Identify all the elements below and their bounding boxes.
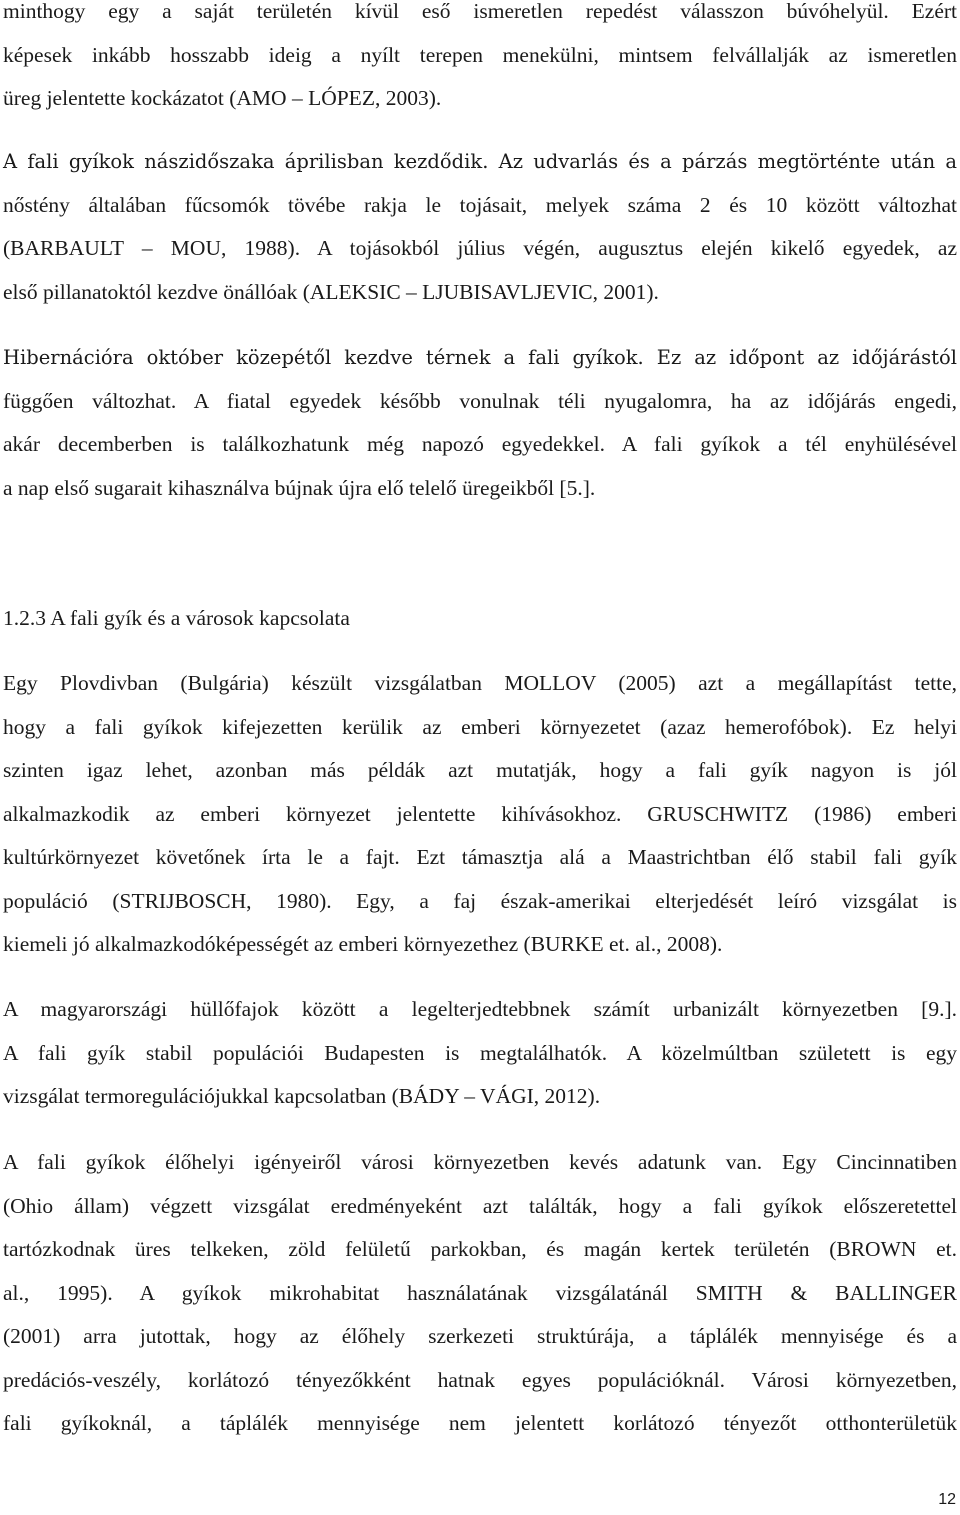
- paragraph-line: A fali gyíkok élőhelyi igényeiről városi környezetben kevés adatunk van. Egy Cincinnatiben: [3, 1150, 957, 1174]
- paragraph-line: Hibernációra október közepétől kezdve térnek a fali gyíkok. Ez az időpont az időjárástól: [3, 346, 957, 369]
- paragraph-line: Egy Plovdivban (Bulgária) készült vizsgálatban MOLLOV (2005) azt a megállapítást tette,: [3, 671, 957, 695]
- paragraph-line: alkalmazkodik az emberi környezet jelentette kihívásokhoz. GRUSCHWITZ (1986) emberi: [3, 801, 957, 826]
- paragraph-line: nőstény általában fűcsomók tövébe rakja le tojásait, melyek száma 2 és 10 között változhat: [3, 192, 957, 217]
- paragraph-2: [3, 140, 957, 314]
- paragraph-line: képesek inkább hosszabb ideig a nyílt terepen menekülni, mintsem felvállalják az ismeretlen: [3, 42, 957, 67]
- paragraph-line: A fali gyík stabil populációi Budapesten is megtalálhatók. A közelmúltban született is egy: [3, 1040, 957, 1065]
- paragraph-line: predációs-veszély, korlátozó tényezőkként hatnak egyes populációknál. Városi környezetben,: [3, 1367, 957, 1392]
- paragraph-line: fali gyíkoknál, a táplálék mennyisége nem jelentett korlátozó tényezőt otthonterületük: [3, 1411, 957, 1435]
- paragraph-line: A fali gyíkok nászidőszaka áprilisban kezdődik. Az udvarlás és a párzás megtörténte után a: [3, 150, 957, 173]
- paragraph-4: [3, 662, 957, 967]
- paragraph-line: kiemeli jó alkalmazkodóképességét az emberi környezethez (BURKE et. al., 2008).: [3, 932, 723, 956]
- paragraph-line: al., 1995). A gyíkok mikrohabitat használatának vizsgálatánál SMITH & BALLINGER: [3, 1280, 957, 1305]
- paragraph-line: A magyarországi hüllőfajok között a legelterjedtebbnek számít urbanizált környezetben [9.].: [3, 997, 957, 1021]
- paragraph-line: (Ohio állam) végzett vizsgálat eredményeként azt találták, hogy a fali gyíkok előszeretettel: [3, 1193, 957, 1218]
- paragraph-line: (BARBAULT – MOU, 1988). A tojásokból július végén, augusztus elején kikelő egyedek, az: [3, 236, 957, 260]
- paragraph-line: a nap első sugarait kihasználva bújnak újra elő telelő üregeikből [5.].: [3, 475, 596, 500]
- paragraph-line: tartózkodnak üres telkeken, zöld felületű parkokban, és magán kertek területén (BROWN et.: [3, 1237, 957, 1261]
- paragraph-5: [3, 988, 957, 1119]
- paragraph-line: minthogy egy a saját területén kívül eső ismeretlen repedést válasszon búvóhelyül. Ezért: [3, 0, 957, 23]
- paragraph-line: (2001) arra jutottak, hogy az élőhely szerkezeti struktúrája, a táplálék mennyisége és a: [3, 1324, 957, 1348]
- section-heading: 1.2.3 A fali gyík és a városok kapcsolata: [3, 606, 350, 630]
- paragraph-line: függően változhat. A fiatal egyedek később vonulnak téli nyugalomra, ha az időjárás engedi,: [3, 388, 957, 413]
- paragraph-6: [3, 1141, 957, 1446]
- paragraph-line: szinten igaz lehet, azonban más példák azt mutatják, hogy a fali gyík nagyon is jól: [3, 758, 957, 782]
- paragraph-line: kultúrkörnyezet követőnek írta le a fajt. Ezt támasztja alá a Maastrichtban élő stabil fali gyík: [3, 845, 957, 869]
- paragraph-line: hogy a fali gyíkok kifejezetten kerülik az emberi környezetet (azaz hemerofóbok). Ez helyi: [3, 714, 957, 739]
- paragraph-line: populáció (STRIJBOSCH, 1980). Egy, a faj észak-amerikai elterjedését leíró vizsgálat is: [3, 888, 957, 913]
- paragraph-line: akár decemberben is találkozhatunk még napozó egyedekkel. A fali gyíkok a tél enyhülésével: [3, 432, 957, 456]
- paragraph-line: első pillanatoktól kezdve önállóak (ALEKSIC – LJUBISAVLJEVIC, 2001).: [3, 279, 659, 304]
- paragraph-3: [3, 336, 957, 510]
- paragraph-1: [3, 0, 957, 121]
- paragraph-line: vizsgálat termoregulációjukkal kapcsolatban (BÁDY – VÁGI, 2012).: [3, 1084, 601, 1108]
- page-number: 12: [938, 1491, 956, 1508]
- paragraph-line: üreg jelentette kockázatot (AMO – LÓPEZ, 2003).: [3, 86, 442, 110]
